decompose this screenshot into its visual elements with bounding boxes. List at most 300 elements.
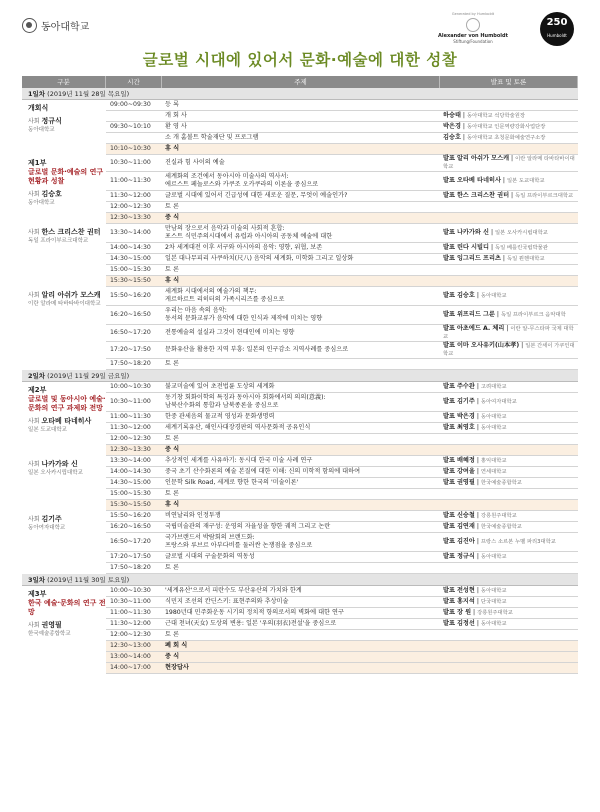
speaker-cell: 발표 김기주 | 동아여자대학교	[443, 398, 517, 405]
speaker-affiliation: 독일 프라이부르크대학교	[515, 193, 574, 199]
speaker-name: 장 원	[456, 609, 472, 616]
presenter-tag: 발표	[443, 398, 455, 405]
speaker-cell: 발표 오타베 타네히사 | 일본 도교대학교	[443, 177, 545, 184]
topic-cell	[162, 587, 440, 595]
col-header-topic: 주제	[162, 76, 440, 88]
moderator-name: 김승호	[41, 190, 62, 198]
session-info	[22, 511, 106, 574]
topic-line: 문화유산을 활용한 지역 부흥: 일본의 인구감소 지역사례를 중심으로	[165, 346, 349, 353]
speaker-affiliation: 동아대학교 석당학술원장	[466, 113, 525, 119]
topic-cell	[162, 564, 440, 572]
session-theme: 한국 예술·문화의 연구 전망	[28, 599, 106, 616]
speaker-name: 김승호	[443, 134, 461, 141]
speaker-affiliation: 동아대학교	[480, 554, 507, 560]
moderator-name: 정규식	[41, 117, 62, 125]
table-row	[106, 265, 578, 276]
table-row	[106, 172, 578, 191]
speaker-cell: 발표 위프리드 그룬 | 독일 프라이부르크 음악대학	[443, 311, 566, 318]
speaker-cell: 발표 알리 아쉬가 모스캐 | 이란 알라메 타바타바이대학교	[443, 155, 575, 170]
time-cell: 12:00~12:30	[110, 203, 151, 210]
topic-cell	[162, 642, 440, 650]
table-row	[106, 423, 578, 434]
moderator-role: 사회	[28, 118, 40, 125]
topic-cell	[162, 159, 440, 167]
speaker-name: 정규식	[456, 553, 475, 560]
topic-line: 글로벌 시대의 구술문화의 역동성	[165, 553, 255, 560]
day-header	[22, 88, 578, 100]
topic-line: 2차 세계대전 이후 서구와 아시아의 음악: 영향, 위협, 보존	[165, 244, 323, 251]
day-header	[22, 574, 578, 586]
topic-line: 1980년대 민주화운동 시기의 정치적 항의로서의 벽화에 대한 연구	[165, 609, 344, 616]
speaker-affiliation: 동아여자대학교	[480, 399, 517, 405]
university-logo	[22, 18, 89, 33]
session-block	[22, 586, 578, 674]
time-cell: 16:20~16:50	[110, 311, 151, 318]
speaker-cell: 발표 홍지석 | 단국대학교	[443, 598, 507, 605]
time-cell: 11:30~12:00	[110, 192, 151, 199]
speaker-affiliation: 독일 프라이부르크 음악대학	[501, 312, 566, 318]
speaker-cell: 발표 한스 크리스찬 권터 | 독일 프라이부르크대학교	[443, 192, 574, 199]
speaker-name: 권영필	[456, 479, 475, 486]
humboldt-mark-icon	[466, 18, 480, 32]
moderator-role: 사회	[28, 292, 40, 299]
topic-cell	[162, 609, 440, 617]
presenter-tag: 발표	[443, 457, 455, 464]
session-rows	[106, 100, 578, 155]
time-cell: 13:30~14:00	[110, 457, 151, 464]
session-rows	[106, 287, 578, 370]
speaker-affiliation: 홍익대학교	[480, 458, 507, 464]
topic-cell	[162, 360, 440, 368]
topic-cell	[162, 203, 440, 211]
topic-line: 토 론	[165, 435, 179, 442]
topic-cell	[162, 664, 440, 672]
time-cell: 12:30~13:30	[110, 446, 151, 453]
speaker-affiliation: 단국대학교	[480, 599, 507, 605]
topic-line: 중 식	[165, 214, 180, 221]
topic-cell	[162, 244, 440, 252]
topic-cell	[162, 424, 440, 432]
university-name: 동아대학교	[41, 22, 90, 33]
schedule-table	[22, 76, 578, 674]
speaker-cell: 발표 최영호 | 동아대학교	[443, 424, 507, 431]
speaker-cell: 발표 신승철 | 강릉원주대학교	[443, 512, 517, 519]
table-row	[106, 325, 578, 342]
col-header-division: 구분	[22, 76, 106, 88]
table-row	[106, 306, 578, 325]
speaker-name: 강여울	[456, 468, 475, 475]
topic-cell	[162, 413, 440, 421]
speaker-name: 하승태	[443, 112, 461, 119]
time-cell: 12:00~12:30	[110, 435, 151, 442]
presenter-tag: 발표	[443, 325, 455, 332]
day-label: 2일차	[28, 372, 46, 380]
speaker-cell: 발표 잉그리드 프리츠 | 독일 뮌헨대학교	[443, 255, 545, 262]
speaker-cell: 발표 정규식 | 동아대학교	[443, 553, 507, 560]
speaker-name: 박은경	[456, 413, 475, 420]
humboldt-sub: Stiftung/Foundation	[453, 39, 493, 44]
topic-line: 현장답사	[165, 664, 189, 671]
topic-line-2: 동서의 문화교류가 음악에 대한 인식과 제작에 미치는 영향	[165, 315, 323, 322]
moderator-name: 오타베 타네히사	[41, 417, 92, 425]
time-cell: 16:20~16:50	[110, 523, 151, 530]
topic-cell	[162, 479, 440, 487]
badge-number: 250	[546, 17, 568, 28]
day-label: 3일차	[28, 576, 46, 584]
table-row	[106, 100, 578, 111]
speaker-cell: 발표 박은경 | 동아대학교	[443, 413, 507, 420]
speaker-affiliation: 프랑스 소르본 누벨 파리3대학교	[480, 539, 556, 545]
moderator-role: 사회	[28, 622, 40, 629]
presenter-tag: 발표	[443, 342, 455, 349]
speaker-cell: 발표 이마 오사유키(山本孝) | 일본 간세이 가쿠인대학교	[443, 342, 575, 357]
topic-line: 세계화의 조건에서 동아시아 미술사의 역사서:	[165, 173, 289, 180]
moderator-line	[28, 621, 106, 630]
time-cell: 15:50~16:20	[110, 512, 151, 519]
table-row	[106, 563, 578, 574]
speaker-affiliation: 일본 도교대학교	[506, 178, 545, 184]
topic-line: 휴 식	[165, 501, 180, 508]
presenter-tag: 발표	[443, 609, 455, 616]
topic-cell	[162, 512, 440, 520]
topic-line: 근대 천녀(天女) 도상의 변용: 일본 '우의(羽衣)전설'을 중심으로	[165, 620, 337, 627]
time-cell: 14:00~14:30	[110, 244, 151, 251]
speaker-name: 위프리드 그룬	[456, 311, 495, 318]
moderator-affiliation: 동아여자대학교	[28, 525, 66, 531]
time-cell: 10:30~11:00	[110, 598, 151, 605]
speaker-name: 배혜정	[456, 457, 475, 464]
time-cell: 15:30~15:50	[110, 501, 151, 508]
speaker-cell: 발표 김연재 | 한국예술종합학교	[443, 523, 522, 530]
time-cell: 11:30~12:00	[110, 424, 151, 431]
speaker-name: 김진아	[456, 538, 475, 545]
badge-text: Humboldt	[547, 33, 567, 38]
anniversary-badge	[540, 12, 574, 46]
speaker-cell: 발표 아초에드 A. 체리 | 이란 알-무스타파 국제 대학교	[443, 325, 574, 340]
topic-line: 전통예술의 설실과 그것이 현대인에 미치는 영향	[165, 329, 295, 336]
moderator-affiliation: 동아대학교	[28, 200, 55, 206]
topic-cell	[162, 394, 440, 410]
session-rows	[106, 586, 578, 674]
time-cell: 11:00~11:30	[110, 413, 151, 420]
table-row	[106, 202, 578, 213]
table-row	[106, 144, 578, 155]
time-cell: 10:00~10:30	[110, 587, 151, 594]
speaker-cell: 발표 주수완 | 고려대학교	[443, 383, 507, 390]
speaker-name: 주수완	[456, 383, 475, 390]
topic-cell	[162, 435, 440, 443]
time-cell: 14:30~15:00	[110, 255, 151, 262]
session-title: 제2부	[28, 386, 47, 394]
topic-cell	[162, 134, 440, 142]
time-cell: 17:20~17:50	[110, 553, 151, 560]
speaker-name: 알리 아쉬가 모스캐	[456, 155, 510, 162]
topic-line-2: 남북산수화의 통합과 남북종론을 중심으로	[165, 402, 279, 409]
speaker-affiliation: 이란 알-무스타파 국제 대학교	[443, 326, 574, 340]
topic-line: 세계화 시대에서의 예술가의 책무:	[165, 288, 257, 295]
time-cell: 11:00~11:30	[110, 177, 151, 184]
topic-cell	[162, 266, 440, 274]
speaker-affiliation: 한국예술종합학교	[480, 524, 522, 530]
topic-line: 글로벌 시대에 있어서 긴급성에 대한 새로운 질문, 무엇이 예술인가?	[165, 192, 348, 199]
day-date: (2019년 11월 28일 목요일)	[47, 90, 130, 98]
topic-line: 불교미술에 있어 초전법륜 도상의 세계화	[165, 383, 275, 390]
speaker-name: 김기주	[456, 398, 475, 405]
topic-line: 동기창 회화이학의 특징과 동아시아 회화에서의 의의(意義):	[165, 394, 326, 401]
topic-cell	[162, 346, 440, 354]
topic-cell	[162, 490, 440, 498]
table-row	[106, 243, 578, 254]
topic-line: 토 론	[165, 631, 179, 638]
speaker-name: 신승철	[456, 512, 475, 519]
session-block	[22, 456, 578, 511]
page-title: 글로벌 시대에 있어서 문화·예술에 대한 성찰	[142, 51, 458, 69]
speaker-affiliation: 독일 뮌헨대학교	[506, 256, 545, 262]
moderator-role: 사회	[28, 418, 40, 425]
table-row	[106, 586, 578, 597]
presenter-tag: 발표	[443, 177, 455, 184]
session-theme: 글로벌 문화·예술의 연구 현황과 성찰	[28, 168, 104, 185]
speaker-name: 나카가와 신	[456, 229, 489, 236]
table-row	[106, 630, 578, 641]
speaker-name: 아초에드 A. 체리	[456, 325, 505, 332]
moderator-affiliation: 일본 오사카시립대학교	[28, 470, 83, 476]
moderator-role: 사회	[28, 191, 40, 198]
presenter-tag: 발표	[443, 523, 455, 530]
moderator-line	[28, 460, 106, 469]
moderator-name: 권영필	[41, 621, 62, 629]
table-row	[106, 467, 578, 478]
table-row	[106, 478, 578, 489]
session-block	[22, 287, 578, 370]
table-row	[106, 342, 578, 359]
topic-cell	[162, 123, 440, 131]
table-row	[106, 254, 578, 265]
table-row	[106, 511, 578, 522]
moderator-line	[28, 417, 106, 426]
table-row	[106, 382, 578, 393]
table-row	[106, 287, 578, 306]
moderator-line	[28, 117, 106, 126]
speaker-cell: 박은경 | 동아대학교 인문역량강화사업단장	[443, 123, 546, 130]
speaker-name: 이마 오사유키(山本孝)	[456, 342, 520, 349]
col-header-time: 시간	[106, 76, 162, 88]
presenter-tag: 발표	[443, 468, 455, 475]
speaker-affiliation: 동아대학교	[480, 621, 507, 627]
session-info	[22, 586, 106, 674]
presenter-tag: 발표	[443, 244, 455, 251]
presenter-tag: 발표	[443, 479, 455, 486]
speaker-cell: 발표 김정선 | 동아대학교	[443, 620, 507, 627]
moderator-name: 한스 크리스찬 권터	[41, 228, 101, 236]
moderator-affiliation: 이란 알라메 타바타바이대학교	[28, 301, 101, 307]
topic-line-2: 에르스트 페놀로스와 카쿠조 오카쿠라의 이론을 중심으로	[165, 181, 319, 188]
presenter-tag: 발표	[443, 587, 455, 594]
session-block	[22, 382, 578, 456]
time-cell: 16:50~17:20	[110, 538, 151, 545]
session-info	[22, 100, 106, 155]
humboldt-name: Alexander von Humboldt	[438, 33, 508, 39]
moderator-line	[28, 190, 106, 199]
time-cell: 16:50~17:20	[110, 329, 151, 336]
speaker-name: 박은경	[443, 123, 461, 130]
topic-line: 진실과 힘 사이의 예술	[165, 159, 225, 166]
speaker-name: 김연재	[456, 523, 475, 530]
table-row	[106, 456, 578, 467]
speaker-affiliation: 이란 알라메 타바타바이대학교	[443, 156, 575, 170]
moderator-affiliation: 일본 도교대학교	[28, 427, 67, 433]
session-info	[22, 456, 106, 511]
session-rows	[106, 511, 578, 574]
table-row	[106, 552, 578, 563]
topic-line: 인문학 Silk Road, 세계로 향한 한국의 '미술이론'	[165, 479, 299, 486]
speaker-cell: 발표 배혜정 | 홍익대학교	[443, 457, 507, 464]
humboldt-tagline: Generated by Humboldt	[451, 12, 495, 16]
topic-cell	[162, 112, 440, 120]
time-cell: 11:30~12:00	[110, 620, 151, 627]
topic-line: 환 영 사	[165, 123, 187, 130]
speaker-affiliation: 독일 베를린국립박물관	[495, 245, 548, 251]
topic-cell	[162, 255, 440, 263]
time-cell: 17:20~17:50	[110, 346, 151, 353]
speaker-affiliation: 동아대학교 초청문화예술연구소장	[466, 135, 546, 141]
topic-cell	[162, 446, 440, 454]
topic-cell	[162, 192, 440, 200]
speaker-affiliation: 동아대학교	[480, 425, 507, 431]
presenter-tag: 발표	[443, 553, 455, 560]
speaker-cell: 발표 전성현 | 동아대학교	[443, 587, 507, 594]
topic-cell	[162, 101, 440, 109]
topic-cell	[162, 214, 440, 222]
time-cell: 10:10~10:30	[110, 145, 151, 152]
speaker-affiliation: 동아대학교	[480, 588, 507, 594]
session-rows	[106, 456, 578, 511]
time-cell: 09:00~09:30	[110, 101, 151, 108]
time-cell: 14:30~15:00	[110, 479, 151, 486]
presenter-tag: 발표	[443, 192, 455, 199]
day-header	[22, 370, 578, 382]
topic-line: 국가브랜드서 박람회의 브랜드화:	[165, 534, 255, 541]
table-row	[106, 359, 578, 370]
table-row	[106, 122, 578, 133]
time-cell: 14:00~17:00	[110, 664, 151, 671]
time-cell: 12:00~12:30	[110, 631, 151, 638]
speaker-cell: 발표 권영필 | 한국예술종합학교	[443, 479, 522, 486]
speaker-cell: 발표 린다 시빌디 | 독일 베를린국립박물관	[443, 244, 548, 251]
topic-line: 개 회 사	[165, 112, 187, 119]
humboldt-logo	[418, 12, 528, 44]
speaker-name: 한스 크리스찬 권터	[456, 192, 510, 199]
time-cell: 15:50~16:20	[110, 292, 151, 299]
day-date: (2019년 11월 29일 금요일)	[47, 372, 130, 380]
topic-cell	[162, 534, 440, 550]
time-cell: 10:30~11:00	[110, 159, 151, 166]
session-block	[22, 511, 578, 574]
table-header	[22, 76, 578, 88]
topic-line: 휴 식	[165, 277, 180, 284]
topic-line-2: 포스트 식민주의시대에서 유럽과 아시아의 공동체 예술에 대한	[165, 233, 333, 240]
moderator-line	[28, 228, 106, 237]
topic-line: 토 론	[165, 360, 179, 367]
topic-line: 비연날리와 인정투쟁	[165, 512, 221, 519]
table-row	[106, 608, 578, 619]
speaker-name: 최영호	[456, 424, 475, 431]
topic-line: 중국 초기 산수화론의 예술 본질에 대한 이해: 신의 미학적 함의에 대하여	[165, 468, 361, 475]
topic-line-2: 게르하르트 리히터의 가족시리즈를 중심으로	[165, 296, 285, 303]
speaker-name: 잉그리드 프리츠	[456, 255, 501, 262]
speaker-cell: 발표 강여울 | 연세대학교	[443, 468, 507, 475]
session-info	[22, 224, 106, 287]
presenter-tag: 발표	[443, 620, 455, 627]
topic-line: 중 식	[165, 446, 180, 453]
table-row	[106, 213, 578, 224]
topic-line: 토 론	[165, 203, 179, 210]
day-label: 1일차	[28, 90, 46, 98]
moderator-name: 김기주	[41, 515, 62, 523]
presenter-tag: 발표	[443, 424, 455, 431]
topic-line: 휴 식	[165, 145, 180, 152]
session-title: 제3부	[28, 590, 47, 598]
topic-cell	[162, 145, 440, 153]
speaker-name: 전성현	[456, 587, 475, 594]
topic-cell	[162, 631, 440, 639]
page-header	[22, 10, 578, 46]
table-row	[106, 652, 578, 663]
speaker-affiliation: 한국예술종합학교	[480, 480, 522, 486]
presenter-tag: 발표	[443, 311, 455, 318]
topic-cell	[162, 523, 440, 531]
topic-line: 식민지 조선의 칸딘스키: 표현주의와 추상미술	[165, 598, 289, 605]
time-cell: 10:30~11:00	[110, 398, 151, 405]
speaker-affiliation: 동아대학교 인문역량강화사업단장	[466, 124, 546, 130]
speaker-cell: 발표 김승호 | 동아대학교	[443, 292, 507, 299]
topic-cell	[162, 501, 440, 509]
table-row	[106, 224, 578, 243]
presenter-tag: 발표	[443, 598, 455, 605]
topic-line: 소 개 훔볼트 학술재단 및 프로그램	[165, 134, 259, 141]
time-cell: 17:50~18:20	[110, 360, 151, 367]
table-row	[106, 522, 578, 533]
time-cell: 11:00~11:30	[110, 609, 151, 616]
speaker-name: 김정선	[456, 620, 475, 627]
presenter-tag: 발표	[443, 229, 455, 236]
topic-cell	[162, 173, 440, 189]
moderator-name: 나카가와 신	[41, 460, 78, 468]
session-rows	[106, 382, 578, 456]
university-seal-icon	[22, 18, 37, 33]
table-row	[106, 276, 578, 287]
topic-line: 우리는 마음 속의 음악:	[165, 307, 227, 314]
session-info	[22, 155, 106, 224]
topic-cell	[162, 329, 440, 337]
time-cell: 14:00~14:30	[110, 468, 151, 475]
presenter-tag: 발표	[443, 538, 455, 545]
time-cell: 15:00~15:30	[110, 490, 151, 497]
session-block	[22, 224, 578, 287]
moderator-line	[28, 515, 106, 524]
time-cell: 12:30~13:30	[110, 214, 151, 221]
time-cell: 15:00~15:30	[110, 266, 151, 273]
topic-line: 토 론	[165, 266, 179, 273]
table-row	[106, 412, 578, 423]
topic-line: 토 론	[165, 564, 179, 571]
table-row	[106, 445, 578, 456]
moderator-role: 사회	[28, 516, 40, 523]
session-info	[22, 382, 106, 456]
session-title: 제1부	[28, 159, 47, 167]
speaker-affiliation: 일본 간세이 가쿠인대학교	[443, 343, 575, 357]
session-info	[22, 287, 106, 370]
